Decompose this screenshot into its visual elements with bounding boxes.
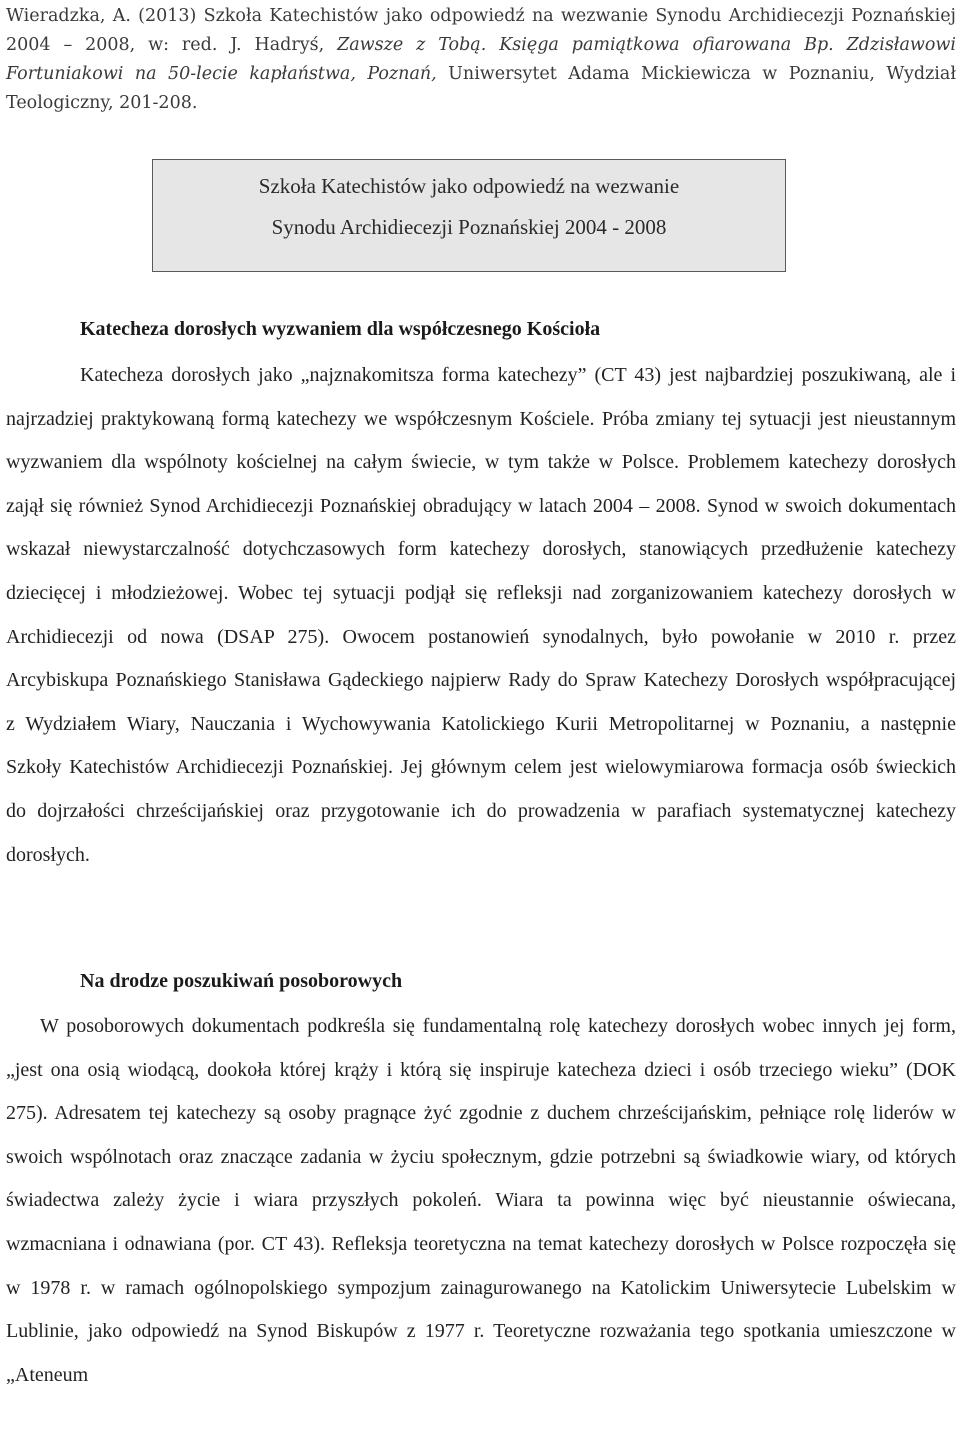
- citation-book-title: Zawsze z Tobą. Księga pamiątkowa ofiarowana Bp. Zdzisławowi Fortuniakowi na 50-lecie kapłaństwa, Poznań,: [6, 35, 956, 84]
- section-heading-postconciliar-search: Na drodze poszukiwań posoborowych: [80, 970, 403, 992]
- citation-authors-and-chapter: Wieradzka, A. (2013) Szkoła Katechistów jako odpowiedź na wezwanie Synodu Archidiecezji Poznańskiej 2004 – 2008, w: red. J. Hadryś,: [6, 6, 956, 55]
- section-paragraph-adult-catechesis: Katecheza dorosłych jako „najznakomitsza forma katechezy” (CT 43) jest najbardziej poszukiwaną, ale i najrzadziej praktykowaną formą katechezy we współczesnym Kościele. Próba zmiany tej sytuacji jest nieustannym wyzwaniem dla wspólnoty kościelnej na całym świecie, w tym także w Polsce. Problemem katechezy dorosłych zajął się również Synod Archidiecezji Poznańskiej obradujący w latach 2004 – 2008. Synod w swoich dokumentach wskazał niewystarczalność dotychczasowych form katechezy dorosłych, stanowiących przedłużenie katechezy dziecięcej i młodzieżowej. Wobec tej sytuacji podjął się refleksji nad zorganizowaniem katechezy dorosłych w Archidiecezji od nowa (DSAP 275). Owocem postanowień synodalnych, było powołanie w 2010 r. przez Arcybiskupa Poznańskiego Stanisława Gądeckiego najpierw Rady do Spraw Katechezy Dorosłych współpracującej z Wydziałem Wiary, Nauczania i Wychowywania Katolickiego Kurii Metropolitarnej w Poznaniu, a następnie Szkoły Katechistów Archidiecezji Poznańskiej. Jej głównym celem jest wielowymiarowa formacja osób świeckich do dojrzałości chrześcijańskiej oraz przygotowanie ich do prowadzenia w parafiach systematycznej katechezy dorosłych.: [6, 364, 956, 866]
- section-heading-adult-catechesis: Katecheza dorosłych wyzwaniem dla współczesnego Kościoła: [80, 318, 601, 340]
- bibliographic-citation: [6, 2, 956, 118]
- section-paragraph-postconciliar-search: W posoborowych dokumentach podkreśla się fundamentalną rolę katechezy dorosłych wobec innych jej form, „jest ona osią wiodącą, dookoła której krąży i którą się inspiruje katecheza dzieci i osób trzeciego wieku” (DOK 275). Adresatem tej katechezy są osoby pragnące żyć zgodnie z duchem chrześcijańskim, pełniące rolę liderów w swoich wspólnotach oraz znaczące zadania w życiu społecznym, gdzie potrzebni są świadkowie wiary, od których świadectwa zależy życie i wiara przyszłych pokoleń. Wiara ta powinna więc być nieustannie oświecana, wzmacniana i odnawiana (por. CT 43). Refleksja teoretyczna na temat katechezy dorosłych w Polsce rozpoczęła się w 1978 r. w ramach ogólnopolskiego sympozjum zainagurowanego na Katolickim Uniwersytecie Lubelskim w Lublinie, jako odpowiedź na Synod Biskupów z 1977 r. Teoretyczne rozważania tego spotkania umieszczone w „Ateneum: [6, 1015, 956, 1386]
- title-line-2: Synodu Archidiecezji Poznańskiej 2004 - 2008: [271, 215, 667, 239]
- title-box: [152, 159, 786, 272]
- title-line-1: Szkoła Katechistów jako odpowiedź na wezwanie: [258, 174, 680, 198]
- citation-publisher: Uniwersytet Adama Mickiewicza w Poznaniu, Wydział Teologiczny, 201-208.: [6, 64, 957, 113]
